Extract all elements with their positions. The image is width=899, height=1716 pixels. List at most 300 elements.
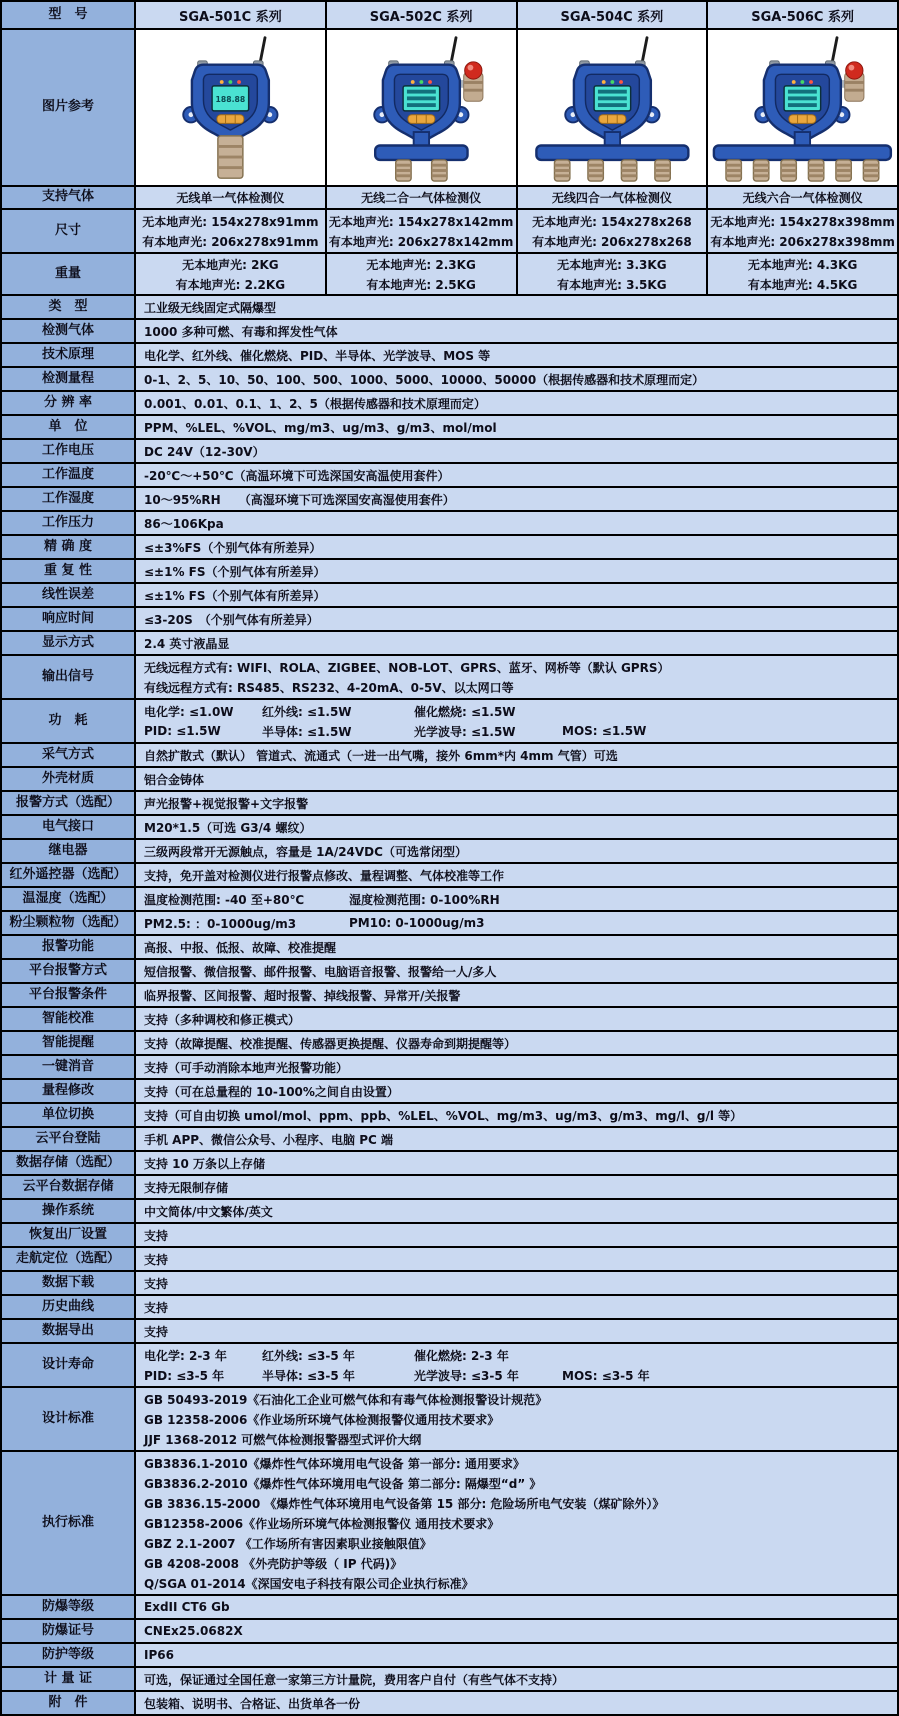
spec-value-segment: MOS: ≤1.5W bbox=[562, 724, 647, 738]
size-line: 无本地声光: 154x278x91mm bbox=[142, 214, 319, 229]
spec-row bbox=[2, 1248, 897, 1272]
spec-value-segment: 光学波导: ≤1.5W bbox=[414, 724, 516, 739]
spec-value-segment: MOS: ≤3-5 年 bbox=[562, 1368, 650, 1383]
spec-value-segment: 支持（可在总量程的 10-100%之间自由设置） bbox=[144, 1084, 399, 1099]
spec-value-segment: 86～106Kpa bbox=[144, 516, 224, 531]
weight-line: 无本地声光: 3.3KG bbox=[557, 257, 667, 272]
spec-row bbox=[2, 1452, 897, 1596]
spec-value-line bbox=[144, 609, 889, 629]
spec-value-line bbox=[144, 1365, 889, 1385]
device-image-cell bbox=[327, 30, 518, 185]
spec-row-label: 数据存储（选配） bbox=[2, 1152, 136, 1174]
spec-row-value bbox=[136, 1176, 897, 1198]
spec-value-segment: 支持（多种调校和修正模式） bbox=[144, 1012, 301, 1027]
spec-row-label: 数据导出 bbox=[2, 1320, 136, 1342]
size-line: 有本地声光: 206x278x91mm bbox=[142, 234, 319, 249]
spec-value-line bbox=[144, 1297, 889, 1317]
spec-value-line bbox=[144, 1409, 889, 1429]
spec-value-segment: 临界报警、区间报警、超时报警、掉线报警、异常开/关报警 bbox=[144, 988, 461, 1003]
spec-row bbox=[2, 464, 897, 488]
spec-value-line bbox=[144, 793, 889, 813]
spec-row-value bbox=[136, 768, 897, 790]
spec-row-value bbox=[136, 1272, 897, 1294]
weight-row-label: 重量 bbox=[2, 254, 136, 294]
spec-row-label: 云平台数据存储 bbox=[2, 1176, 136, 1198]
spec-value-segment: 支持（故障提醒、校准提醒、传感器更换提醒、仪器寿命到期提醒等） bbox=[144, 1036, 517, 1051]
spec-value-line bbox=[144, 1201, 889, 1221]
spec-row bbox=[2, 488, 897, 512]
spec-row-value bbox=[136, 864, 897, 886]
spec-value-segment: 电化学: ≤1.0W bbox=[144, 704, 234, 719]
spec-value-line bbox=[144, 345, 889, 365]
spec-row-label: 工作压力 bbox=[2, 512, 136, 534]
size-line: 有本地声光: 206x278x268 bbox=[532, 234, 692, 249]
spec-value-segment: 自然扩散式（默认） 管道式、流通式（一进一出气嘴，接外 6mm*内 4mm 气管）可选 bbox=[144, 748, 618, 763]
spec-row-label: 附 件 bbox=[2, 1692, 136, 1714]
gas-type-cell: 无线单一气体检测仪 bbox=[136, 187, 327, 208]
spec-row-label: 输出信号 bbox=[2, 656, 136, 698]
spec-row-label: 技术原理 bbox=[2, 344, 136, 366]
spec-value-line bbox=[144, 865, 889, 885]
spec-value-segment: PID: ≤3-5 年 bbox=[144, 1368, 225, 1383]
spec-value-line bbox=[144, 633, 889, 653]
spec-row-label: 功 耗 bbox=[2, 700, 136, 742]
spec-row bbox=[2, 1620, 897, 1644]
spec-row-value bbox=[136, 1344, 897, 1386]
spec-row bbox=[2, 320, 897, 344]
size-row-label: 尺寸 bbox=[2, 210, 136, 252]
spec-value-line bbox=[144, 1345, 889, 1365]
spec-row bbox=[2, 1692, 897, 1714]
spec-row-value bbox=[136, 1080, 897, 1102]
spec-row-label: 防爆证号 bbox=[2, 1620, 136, 1642]
spec-row-value bbox=[136, 984, 897, 1006]
spec-row bbox=[2, 1272, 897, 1296]
spec-row bbox=[2, 1388, 897, 1452]
spec-value-segment: GB3836.1-2010《爆炸性气体环境用电气设备 第一部分: 通用要求》 bbox=[144, 1456, 525, 1471]
spec-row-label: 智能校准 bbox=[2, 1008, 136, 1030]
spec-value-segment: GBZ 2.1-2007 《工作场所有害因素职业接触限值》 bbox=[144, 1536, 432, 1551]
spec-row bbox=[2, 416, 897, 440]
size-cell bbox=[327, 210, 518, 252]
spec-row-value bbox=[136, 1032, 897, 1054]
size-cell bbox=[136, 210, 327, 252]
spec-row bbox=[2, 700, 897, 744]
spec-value-segment: ≤±1% FS（个别气体有所差异） bbox=[144, 588, 326, 603]
spec-row-label: 工作湿度 bbox=[2, 488, 136, 510]
spec-row bbox=[2, 1176, 897, 1200]
spec-value-segment: GB3836.2-2010《爆炸性气体环境用电气设备 第二部分: 隔爆型“d” 》 bbox=[144, 1476, 542, 1491]
spec-value-line bbox=[144, 1493, 889, 1513]
spec-row-value bbox=[136, 1668, 897, 1690]
spec-row bbox=[2, 1224, 897, 1248]
spec-row-label: 检测量程 bbox=[2, 368, 136, 390]
spec-value-line bbox=[144, 745, 889, 765]
spec-value-segment: 无线远程方式有: WIFI、ROLA、ZIGBEE、NOB-LOT、GPRS、蓝牙、网桥等（默认 GPRS） bbox=[144, 660, 670, 675]
spec-row-value bbox=[136, 960, 897, 982]
spec-value-segment: 0.001、0.01、0.1、1、2、5（根据传感器和技术原理而定） bbox=[144, 396, 486, 411]
spec-row-label: 量程修改 bbox=[2, 1080, 136, 1102]
weight-cell bbox=[327, 254, 518, 294]
spec-value-segment: GB 3836.15-2000 《爆炸性气体环境用电气设备第 15 部分: 危险场所电气安装（煤矿除外）》 bbox=[144, 1496, 665, 1511]
gas-row-label: 支持气体 bbox=[2, 187, 136, 208]
spec-value-line bbox=[144, 1129, 889, 1149]
spec-row-value bbox=[136, 1128, 897, 1150]
spec-value-segment: 高报、中报、低报、故障、校准提醒 bbox=[144, 940, 337, 955]
spec-value-segment: 短信报警、微信报警、邮件报警、电脑语音报警、报警给一人/多人 bbox=[144, 964, 497, 979]
spec-value-line bbox=[144, 513, 889, 533]
weight-line: 有本地声光: 2.2KG bbox=[175, 277, 286, 292]
spec-row-value bbox=[136, 744, 897, 766]
spec-row-value bbox=[136, 1692, 897, 1714]
spec-value-segment: 声光报警+视觉报警+文字报警 bbox=[144, 796, 309, 811]
spec-row-label: 外壳材质 bbox=[2, 768, 136, 790]
spec-row-value bbox=[136, 392, 897, 414]
gas-type-cell: 无线四合一气体检测仪 bbox=[518, 187, 709, 208]
row-dimensions bbox=[2, 210, 897, 254]
spec-value-line bbox=[144, 1057, 889, 1077]
spec-row bbox=[2, 296, 897, 320]
spec-rows-container bbox=[2, 296, 897, 1714]
spec-row-label: 响应时间 bbox=[2, 608, 136, 630]
spec-value-line bbox=[144, 1009, 889, 1029]
spec-value-segment: IP66 bbox=[144, 1648, 174, 1662]
spec-row-label: 操作系统 bbox=[2, 1200, 136, 1222]
spec-row bbox=[2, 632, 897, 656]
spec-value-line bbox=[144, 937, 889, 957]
spec-row bbox=[2, 1128, 897, 1152]
spec-row bbox=[2, 1296, 897, 1320]
spec-value-line bbox=[144, 1513, 889, 1533]
spec-row bbox=[2, 912, 897, 936]
spec-row-label: 分 辨 率 bbox=[2, 392, 136, 414]
spec-value-segment: ≤3-20S （个别气体有所差异） bbox=[144, 612, 319, 627]
spec-row-label: 报警方式（选配） bbox=[2, 792, 136, 814]
spec-row-value bbox=[136, 888, 897, 910]
spec-value-line bbox=[144, 913, 889, 933]
spec-row-value bbox=[136, 1224, 897, 1246]
spec-row-label: 报警功能 bbox=[2, 936, 136, 958]
spec-value-segment: ExdII CT6 Gb bbox=[144, 1600, 230, 1614]
spec-row-value bbox=[136, 1596, 897, 1618]
spec-row-label: 工作温度 bbox=[2, 464, 136, 486]
spec-row-value bbox=[136, 1152, 897, 1174]
spec-value-segment: DC 24V（12-30V） bbox=[144, 444, 265, 459]
spec-value-line bbox=[144, 701, 889, 721]
spec-row bbox=[2, 1668, 897, 1692]
spec-row bbox=[2, 888, 897, 912]
spec-value-line bbox=[144, 537, 889, 557]
spec-row bbox=[2, 344, 897, 368]
spec-row-value bbox=[136, 1008, 897, 1030]
weight-cell bbox=[518, 254, 709, 294]
spec-value-line bbox=[144, 369, 889, 389]
spec-value-line bbox=[144, 889, 889, 909]
spec-row bbox=[2, 1080, 897, 1104]
spec-value-line bbox=[144, 1081, 889, 1101]
spec-row-label: 防护等级 bbox=[2, 1644, 136, 1666]
spec-row-value bbox=[136, 344, 897, 366]
spec-value-line bbox=[144, 585, 889, 605]
spec-row-value bbox=[136, 840, 897, 862]
spec-row-value bbox=[136, 1620, 897, 1642]
spec-row-label: 平台报警条件 bbox=[2, 984, 136, 1006]
spec-row-value bbox=[136, 1056, 897, 1078]
spec-value-segment: 支持无限制存储 bbox=[144, 1180, 229, 1195]
spec-value-segment: 红外线: ≤1.5W bbox=[262, 704, 352, 719]
spec-value-segment: 2.4 英寸液晶显 bbox=[144, 636, 230, 651]
spec-row-label: 类 型 bbox=[2, 296, 136, 318]
spec-row bbox=[2, 560, 897, 584]
spec-value-segment: GB12358-2006《作业场所环境气体检测报警仪 通用技术要求》 bbox=[144, 1516, 500, 1531]
size-line: 有本地声光: 206x278x398mm bbox=[710, 234, 895, 249]
spec-row-value bbox=[136, 512, 897, 534]
spec-row bbox=[2, 1056, 897, 1080]
gas-type-cell: 无线二合一气体检测仪 bbox=[327, 187, 518, 208]
spec-row bbox=[2, 960, 897, 984]
spec-row-label: 显示方式 bbox=[2, 632, 136, 654]
spec-row-value bbox=[136, 912, 897, 934]
model-column-header: SGA-502C 系列 bbox=[327, 2, 518, 28]
model-row-label: 型 号 bbox=[2, 2, 136, 28]
weight-line: 无本地声光: 2.3KG bbox=[366, 257, 476, 272]
spec-value-segment: 支持 bbox=[144, 1228, 169, 1243]
spec-row bbox=[2, 1032, 897, 1056]
spec-row bbox=[2, 936, 897, 960]
spec-value-segment: 支持 bbox=[144, 1252, 169, 1267]
spec-value-line bbox=[144, 961, 889, 981]
spec-row bbox=[2, 1320, 897, 1344]
spec-value-line bbox=[144, 841, 889, 861]
spec-value-line bbox=[144, 1225, 889, 1245]
spec-row-label: 计 量 证 bbox=[2, 1668, 136, 1690]
spec-value-line bbox=[144, 677, 889, 697]
gas-detector-image bbox=[710, 32, 895, 183]
spec-row-value bbox=[136, 464, 897, 486]
spec-value-segment: 支持 bbox=[144, 1300, 169, 1315]
image-row-label: 图片参考 bbox=[2, 30, 136, 185]
spec-value-line bbox=[144, 1321, 889, 1341]
spec-row-label: 继电器 bbox=[2, 840, 136, 862]
spec-row bbox=[2, 1344, 897, 1388]
spec-row-label: 智能提醒 bbox=[2, 1032, 136, 1054]
spec-row bbox=[2, 1152, 897, 1176]
spec-value-segment: 支持（可手动消除本地声光报警功能） bbox=[144, 1060, 349, 1075]
spec-row-label: 粉尘颗粒物（选配） bbox=[2, 912, 136, 934]
device-image-cell bbox=[136, 30, 327, 185]
spec-value-segment: 红外线: ≤3-5 年 bbox=[262, 1348, 355, 1363]
spec-row-label: 精 确 度 bbox=[2, 536, 136, 558]
spec-value-segment: PM2.5: ：0-1000ug/m3 bbox=[144, 916, 297, 931]
spec-value-segment: 支持 bbox=[144, 1324, 169, 1339]
size-line: 无本地声光: 154x278x398mm bbox=[710, 214, 895, 229]
spec-value-segment: 中文简体/中文繁体/英文 bbox=[144, 1204, 273, 1219]
spec-row-value bbox=[136, 632, 897, 654]
weight-line: 有本地声光: 3.5KG bbox=[557, 277, 667, 292]
spec-row-value bbox=[136, 1388, 897, 1450]
spec-row-value bbox=[136, 536, 897, 558]
spec-value-segment: 电化学: 2-3 年 bbox=[144, 1348, 227, 1363]
gas-detector-image bbox=[138, 32, 323, 183]
spec-row bbox=[2, 1200, 897, 1224]
spec-value-segment: 半导体: ≤3-5 年 bbox=[262, 1368, 355, 1383]
spec-value-segment: 0-1、2、5、10、50、100、500、1000、5000、10000、50000（根据传感器和技术原理而定） bbox=[144, 372, 705, 387]
spec-row bbox=[2, 984, 897, 1008]
size-line: 无本地声光: 154x278x268 bbox=[532, 214, 692, 229]
spec-row-label: 采气方式 bbox=[2, 744, 136, 766]
spec-value-segment: ≤±1% FS（个别气体有所差异） bbox=[144, 564, 326, 579]
spec-row bbox=[2, 744, 897, 768]
spec-row bbox=[2, 584, 897, 608]
spec-value-line bbox=[144, 321, 889, 341]
spec-row-value bbox=[136, 1200, 897, 1222]
spec-value-line bbox=[144, 1389, 889, 1409]
spec-row-value bbox=[136, 320, 897, 342]
spec-value-segment: 支持 bbox=[144, 1276, 169, 1291]
row-weight bbox=[2, 254, 897, 296]
spec-row-value bbox=[136, 1644, 897, 1666]
spec-value-segment: PPM、%LEL、%VOL、mg/m3、ug/m3、g/m3、mol/mol bbox=[144, 420, 497, 435]
device-image-cell bbox=[518, 30, 709, 185]
spec-value-segment: 湿度检测范围: 0-100%RH bbox=[349, 892, 500, 907]
spec-row bbox=[2, 608, 897, 632]
gas-detector-image bbox=[329, 32, 514, 183]
spec-row bbox=[2, 792, 897, 816]
spec-row bbox=[2, 1644, 897, 1668]
row-model-header bbox=[2, 2, 897, 30]
spec-value-segment: 半导体: ≤1.5W bbox=[262, 724, 352, 739]
spec-value-line bbox=[144, 441, 889, 461]
spec-value-line bbox=[144, 417, 889, 437]
row-supported-gas bbox=[2, 187, 897, 210]
weight-cell bbox=[708, 254, 897, 294]
spec-row-value bbox=[136, 416, 897, 438]
spec-row-label: 平台报警方式 bbox=[2, 960, 136, 982]
spec-value-segment: 光学波导: ≤3-5 年 bbox=[414, 1368, 519, 1383]
spec-value-line bbox=[144, 1153, 889, 1173]
size-cell bbox=[708, 210, 897, 252]
spec-row-value bbox=[136, 488, 897, 510]
spec-value-segment: 支持 10 万条以上存储 bbox=[144, 1156, 266, 1171]
spec-value-segment: 有线远程方式有: RS485、RS232、4-20mA、0-5V、以太网口等 bbox=[144, 680, 514, 695]
spec-row-value bbox=[136, 656, 897, 698]
spec-row-label: 重 复 性 bbox=[2, 560, 136, 582]
spec-value-segment: GB 12358-2006《作业场所环境气体检测报警仪通用技术要求》 bbox=[144, 1412, 500, 1427]
spec-row bbox=[2, 440, 897, 464]
spec-row-value bbox=[136, 1452, 897, 1594]
spec-value-segment: ≤±3%FS（个别气体有所差异） bbox=[144, 540, 322, 555]
spec-row bbox=[2, 768, 897, 792]
spec-row-value bbox=[136, 296, 897, 318]
spec-row-label: 执行标准 bbox=[2, 1452, 136, 1594]
spec-value-line bbox=[144, 1033, 889, 1053]
weight-cell bbox=[136, 254, 327, 294]
spec-value-segment: GB 4208-2008 《外壳防护等级（ IP 代码)》 bbox=[144, 1556, 403, 1571]
spec-row-label: 数据下载 bbox=[2, 1272, 136, 1294]
spec-value-line bbox=[144, 1453, 889, 1473]
spec-row bbox=[2, 864, 897, 888]
spec-value-segment: 工业级无线固定式隔爆型 bbox=[144, 300, 277, 315]
spec-value-segment: 10～95%RH （高湿环境下可选深国安高湿使用套件） bbox=[144, 492, 455, 507]
spec-value-segment: -20℃～+50℃（高温环境下可选深国安高温使用套件） bbox=[144, 468, 450, 483]
spec-value-line bbox=[144, 1429, 889, 1449]
spec-row-value bbox=[136, 1104, 897, 1126]
spec-value-segment: PM10: 0-1000ug/m3 bbox=[349, 916, 485, 930]
spec-row-label: 一键消音 bbox=[2, 1056, 136, 1078]
size-line: 无本地声光: 154x278x142mm bbox=[328, 214, 514, 229]
spec-value-segment: Q/SGA 01-2014《深国安电子科技有限公司企业执行标准》 bbox=[144, 1576, 474, 1591]
spec-row-label: 线性误差 bbox=[2, 584, 136, 606]
spec-row-label: 恢复出厂设置 bbox=[2, 1224, 136, 1246]
spec-row-label: 云平台登陆 bbox=[2, 1128, 136, 1150]
spec-row bbox=[2, 656, 897, 700]
gas-detector-image bbox=[520, 32, 705, 183]
spec-value-line bbox=[144, 393, 889, 413]
spec-row-value bbox=[136, 700, 897, 742]
spec-value-line bbox=[144, 1553, 889, 1573]
spec-row-value bbox=[136, 560, 897, 582]
spec-row-value bbox=[136, 1296, 897, 1318]
spec-value-segment: 温度检测范围: -40 至+80℃ bbox=[144, 892, 305, 907]
spec-row-label: 单 位 bbox=[2, 416, 136, 438]
spec-value-line bbox=[144, 561, 889, 581]
spec-row bbox=[2, 840, 897, 864]
spec-value-segment: 支持，免开盖对检测仪进行报警点修改、量程调整、气体校准等工作 bbox=[144, 868, 505, 883]
spec-row-value bbox=[136, 584, 897, 606]
spec-value-segment: 铝合金铸体 bbox=[144, 772, 205, 787]
spec-value-line bbox=[144, 1533, 889, 1553]
model-column-header: SGA-506C 系列 bbox=[708, 2, 897, 28]
spec-row-label: 电气接口 bbox=[2, 816, 136, 838]
spec-row-value bbox=[136, 936, 897, 958]
spec-row-value bbox=[136, 792, 897, 814]
spec-row-label: 设计标准 bbox=[2, 1388, 136, 1450]
spec-value-line bbox=[144, 1645, 889, 1665]
spec-row-value bbox=[136, 1248, 897, 1270]
spec-value-segment: M20*1.5（可选 G3/4 螺纹） bbox=[144, 820, 312, 835]
spec-value-segment: JJF 1368-2012 可燃气体检测报警器型式评价大纲 bbox=[144, 1432, 422, 1447]
spec-row-value bbox=[136, 1320, 897, 1342]
spec-row-label: 工作电压 bbox=[2, 440, 136, 462]
weight-line: 有本地声光: 2.5KG bbox=[366, 277, 476, 292]
spec-value-line bbox=[144, 489, 889, 509]
spec-value-segment: 手机 APP、微信公众号、小程序、电脑 PC 端 bbox=[144, 1132, 394, 1147]
spec-value-segment: 催化燃烧: 2-3 年 bbox=[414, 1348, 509, 1363]
spec-row-label: 红外遥控器（选配） bbox=[2, 864, 136, 886]
device-image-cell bbox=[708, 30, 897, 185]
spec-value-segment: 支持（可自由切换 umol/mol、ppm、ppb、%LEL、%VOL、mg/m3、ug/m3、g/m3、mg/l、g/l 等） bbox=[144, 1108, 743, 1123]
spec-value-segment: 可选，保证通过全国任意一家第三方计量院，费用客户自付（有些气体不支持） bbox=[144, 1672, 565, 1687]
spec-row bbox=[2, 1008, 897, 1032]
weight-line: 有本地声光: 4.5KG bbox=[747, 277, 858, 292]
spec-value-line bbox=[144, 721, 889, 741]
spec-value-segment: 1000 多种可燃、有毒和挥发性气体 bbox=[144, 324, 338, 339]
spec-value-line bbox=[144, 657, 889, 677]
size-cell bbox=[518, 210, 709, 252]
spec-value-segment: CNEx25.0682X bbox=[144, 1624, 243, 1638]
spec-value-line bbox=[144, 1105, 889, 1125]
spec-value-line bbox=[144, 1597, 889, 1617]
spec-value-line bbox=[144, 1693, 889, 1713]
spec-value-segment: 电化学、红外线、催化燃烧、PID、半导体、光学波导、MOS 等 bbox=[144, 348, 491, 363]
spec-row-label: 防爆等级 bbox=[2, 1596, 136, 1618]
spec-row bbox=[2, 1104, 897, 1128]
svg-text:188.88: 188.88 bbox=[215, 95, 246, 105]
spec-row-label: 历史曲线 bbox=[2, 1296, 136, 1318]
spec-row bbox=[2, 392, 897, 416]
spec-value-segment: PID: ≤1.5W bbox=[144, 724, 221, 738]
spec-row-label: 检测气体 bbox=[2, 320, 136, 342]
